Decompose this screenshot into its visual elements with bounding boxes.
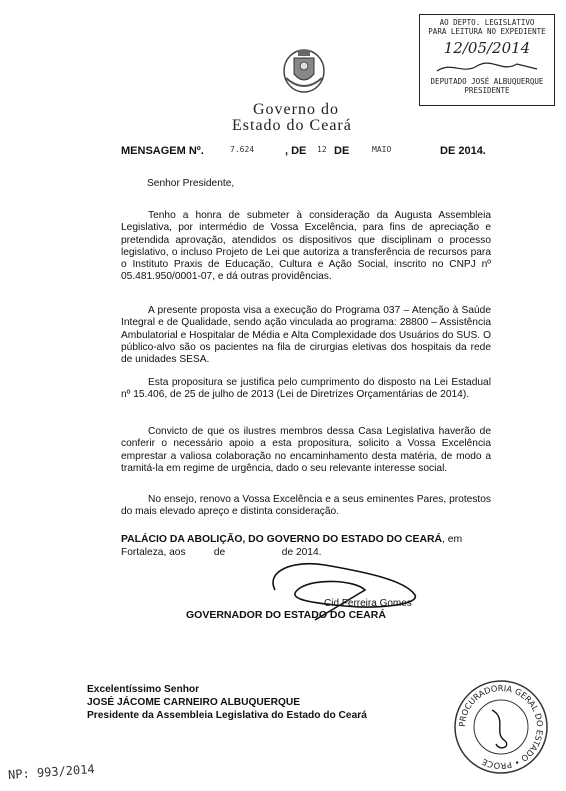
signer-title: GOVERNADOR DO ESTADO DO CEARÁ [186, 609, 386, 621]
process-number-note: NP: 993/2014 [7, 761, 96, 783]
stamp-line2: PARA LEITURA NO EXPEDIENTE [428, 27, 546, 36]
stamp-line3: DEPUTADO JOSÉ ALBUQUERQUE [430, 77, 544, 86]
stamp-line1: AO DEPTO. LEGISLATIVO [439, 18, 535, 27]
stamp-date: 12/05/2014 [443, 39, 531, 57]
message-de1: , DE [285, 145, 307, 157]
paragraph-3: Esta propositura se justifica pelo cumprimento do disposto na Lei Estadual nº 15.406, de 25 de julho de 2013 (Lei de Diretrizes Orçamentárias de 2014). [121, 377, 491, 401]
government-title-line2: Estado do Ceará [232, 117, 352, 134]
paragraph-1: Tenho a honra de submeter à consideração da Augusta Assembleia Legislativa, por intermédio de Vossa Excelência, para fins de apreciação e pretendida aprovação, atendidos os dispositivos que disciplinam o processo legislativo, o incluso Projeto de Lei que autoriza a transferência de recursos para o Instituto Praxis de Educação, Cultura e Ação Social, inscrito no CNPJ nº 05.481.950/0001-07, e dá outras providências. [121, 210, 491, 283]
address-line1: Excelentíssimo Senhor [87, 684, 200, 695]
address-line2: JOSÉ JÁCOME CARNEIRO ALBUQUERQUE [87, 697, 301, 708]
signer-name: Cid Ferreira Gomes [324, 598, 412, 609]
message-label: MENSAGEM Nº. [121, 145, 204, 157]
message-number: 7.624 [230, 145, 255, 154]
palace-name: PALÁCIO DA ABOLIÇÃO, DO GOVERNO DO ESTADO DO CEARÁ [121, 534, 442, 545]
seal-ring-text: PROCURADORIA GERAL DO ESTADO • PROCE [456, 682, 546, 772]
attorney-general-seal-icon [452, 678, 550, 776]
government-title-line1: Governo do [253, 101, 339, 118]
message-month: MAIO [372, 145, 392, 154]
stamp-line4: PRESIDENTE [464, 86, 510, 95]
svg-text:PROCURADORIA GERAL DO ESTADO • [457, 683, 545, 771]
coat-of-arms-icon [282, 48, 326, 94]
palace-line [121, 534, 501, 545]
city-date-line: Fortaleza, aos de de 2014. [121, 547, 322, 558]
paragraph-2: A presente proposta visa a execução do Programa 037 – Atenção à Saúde Integral e de Qualidade, sendo ação vinculada ao programa: 28800 – Assistência Ambulatorial e Hospitalar de Média e Alta Complexidade dos Usuários do SUS. O público-alvo são os pacientes na fila de cirurgias eletivas dos hospitais da rede de unidades SESA. [121, 305, 491, 366]
message-year: DE 2014. [440, 145, 486, 157]
message-day: 12 [317, 145, 327, 154]
paragraph-5: No ensejo, renovo a Vossa Excelência e a seus eminentes Pares, protestos do mais elevado apreço e distinta consideração. [121, 494, 491, 518]
address-line3: Presidente da Assembleia Legislativa do Estado do Ceará [87, 710, 367, 721]
reception-stamp [419, 14, 555, 106]
paragraph-4: Convicto de que os ilustres membros dessa Casa Legislativa haverão de conferir o necessário apoio a esta propositura, solicito a Vossa Excelência emprestar a valiosa colaboração no encaminhamento desta matéria, de modo a tramitá-la em regime de urgência, dado o seu relevante interesse social. [121, 426, 491, 474]
greeting: Senhor Presidente, [147, 178, 235, 189]
palace-suffix: , em [441, 534, 463, 545]
stamp-signature-icon [432, 61, 542, 75]
message-de2: DE [334, 145, 350, 157]
